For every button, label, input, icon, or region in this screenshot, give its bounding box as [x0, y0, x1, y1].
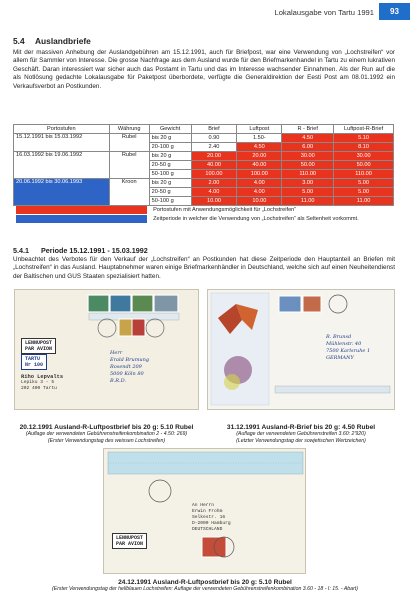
section-number: 5.4: [13, 36, 25, 46]
rate-cell: 2.00: [191, 179, 237, 188]
rate-cell: 20.00: [237, 152, 282, 161]
perforated-strip-icon: [275, 386, 390, 393]
weight-cell: bis 20 g: [149, 179, 191, 188]
envelope-2-caption: 31.12.1991 Ausland-R-Brief bis 20 g: 4.50 Rubel (Auflage der verwendeten Gebührenstreifen 3.60: 2'920) (Letzter Verwendungstag der sowjetischen Wertzeichen): [226, 424, 376, 444]
airmail-label: LENNUPOST PAR AVION: [21, 338, 56, 354]
column-header: Gewicht: [149, 125, 191, 134]
rate-cell: 100.00: [237, 170, 282, 179]
legend-row: [14, 206, 394, 215]
rate-cell: 11.00: [282, 197, 334, 206]
column-header: Brief: [191, 125, 237, 134]
rate-cell: 110.00: [334, 170, 394, 179]
rate-cell: 4.00: [237, 188, 282, 197]
flower-icon: [224, 374, 240, 390]
stamp-icon: [303, 296, 321, 312]
rate-cell: 5.00: [282, 188, 334, 197]
rate-cell: 0.90: [191, 134, 237, 143]
page-header: [0, 0, 410, 24]
column-header: Währung: [109, 125, 149, 134]
rate-cell: 50.00: [282, 161, 334, 170]
envelope-image-1: [14, 289, 199, 410]
running-title: Lokalausgabe von Tartu 1991: [274, 8, 374, 17]
postmark-icon: [329, 295, 347, 313]
rate-cell: 5.10: [334, 134, 394, 143]
section-heading: [13, 36, 91, 46]
rate-cell: 1.50-: [237, 134, 282, 143]
stamp-icon: [110, 295, 131, 312]
airmail-label: LENNUPOST PAR AVION: [112, 533, 147, 549]
currency-cell: Rubel: [109, 134, 149, 152]
rate-cell: 5.00: [334, 179, 394, 188]
rate-cell: 4.50: [237, 143, 282, 152]
period-cell: 15.12.1991 bis 15.03.1992: [14, 134, 110, 152]
subsection-number: 5.4.1: [13, 246, 29, 255]
weight-cell: 20-50 g: [149, 188, 191, 197]
subsection-heading: [13, 246, 148, 255]
column-header: Luftpost: [237, 125, 282, 134]
currency-cell: Kroon: [109, 179, 149, 206]
rate-cell: 11.00: [334, 197, 394, 206]
legend-swatch-cell: [14, 215, 150, 224]
rate-cell: 4.00: [191, 188, 237, 197]
column-header: Luftpost-R-Brief: [334, 125, 394, 134]
rate-cell: 10.00: [191, 197, 237, 206]
period-cell: 16.03.1992 bis 19.06.1992: [14, 152, 110, 179]
envelope-1-caption: 20.12.1991 Ausland-R-Luftpostbrief bis 20 g: 5.10 Rubel (Auflage der verwendeten Gebührenstreifenkombination 2 - 4.50: 269) (Erster Verwendungstag des weissen Lochstreifen): [19, 424, 194, 444]
legend-swatch-blue: [16, 215, 148, 223]
legend-text: Zeitperiode in welcher die Verwendung von „Lochstreifen“ als Seltenheit vorkommt.: [153, 216, 359, 222]
registration-label: TARTU Nr 100: [21, 354, 47, 370]
rate-cell: 50.00: [334, 161, 394, 170]
rate-cell: 5.00: [334, 188, 394, 197]
envelope-3-caption: 24.12.1991 Ausland-R-Luftpostbrief bis 20 g: 5.10 Rubel (Erster Verwendungstag der hellblauen Lochstreifen: Auflage der verwendeten Gebührenstreifenkombination 3.60 - 18 - I: 15. - Abart): [52, 579, 358, 592]
weight-cell: 20-100 g: [149, 143, 191, 152]
rate-cell: 40.00: [237, 161, 282, 170]
rate-cell: 10.00: [237, 197, 282, 206]
rate-cell: 2.40: [191, 143, 237, 152]
rate-cell: 100.00: [191, 170, 237, 179]
table-row: [14, 152, 394, 161]
weight-cell: bis 20 g: [149, 152, 191, 161]
stamp-icon: [132, 319, 145, 336]
postmark-icon: [149, 480, 171, 502]
stamp-icon: [154, 295, 178, 312]
envelope-image-3: [103, 448, 306, 574]
stamp-icon: [119, 319, 132, 336]
recipient-address: R. Brunsd Mühlenstr. 40 7500 Karlsruhe 1 GERMANY: [326, 334, 371, 361]
stamp-icon: [279, 296, 301, 312]
postage-rates-table: [13, 124, 394, 224]
rate-cell: 30.00: [282, 152, 334, 161]
rate-cell: 8.10: [334, 143, 394, 152]
rate-cell: 3.00: [282, 179, 334, 188]
rate-cell: 20.00: [191, 152, 237, 161]
weight-cell: 50-100 g: [149, 197, 191, 206]
weight-cell: bis 20 g: [149, 134, 191, 143]
legend-swatch-cell: [14, 206, 150, 215]
section-paragraph: Mit der massiven Anhebung der Auslandgebühren am 15.12.1991, auch für Briefpost, war eine Verwendung von „Lochstreifen“ vor allem für Sammler von Interesse. Die grosse Nachfrage aus dem Ausland wurde für den Briefmarkenhandel in Tartu zu einem lukrativen Geschäft. Daran interessiert war sicher auch das Postamt in Tartu und das im Interesse wachsender Einnahmen. Als der Run auf die als Notlösung gedachte Lokalausgabe für Paketpost überbordete, verfügte die Generaldirektion der Eesti Post am 08.01.1992 ein Verkaufsverbot an Postkunden.: [13, 49, 395, 90]
envelope-image-2: [207, 289, 395, 410]
table-row: [14, 134, 394, 143]
rate-cell: 6.00: [282, 143, 334, 152]
section-title: Auslandbriefe: [35, 36, 91, 46]
legend-swatch-red: [16, 206, 148, 214]
recipient-address: Herr Erald Brumung Rosendt 209 5000 Köln 80 B.R.D.: [110, 350, 150, 384]
page-number: 93: [379, 3, 410, 20]
sender-address: Riho Lepvalts Lepiku 3 - 5 202 400 Tartu: [21, 374, 64, 391]
postmark-icon: [146, 319, 164, 337]
postmark-icon: [98, 319, 116, 337]
weight-cell: 20-50 g: [149, 161, 191, 170]
table-header-row: [14, 125, 394, 134]
column-header: Portostufen: [14, 125, 110, 134]
rate-cell: 30.00: [334, 152, 394, 161]
subsection-title: Periode 15.12.1991 - 15.03.1992: [41, 246, 148, 255]
rate-cell: 4.00: [237, 179, 282, 188]
rate-cell: 110.00: [282, 170, 334, 179]
subsection-paragraph: Unbeachtet des Verbotes für den Verkauf der „Lochstreifen“ an Postkunden hat diese Zeitperiode den Hauptanteil an Briefen mit „Lochstreifen“ in das Ausland. Hauptabnehmer waren einige Briefmarkenhändler in Deutschland, welche sich auf einen Neuheitendienst der Baltischen und GUS Staaten spezialisiert hatten.: [13, 256, 395, 280]
stamp-icon: [88, 295, 109, 312]
period-cell: 20.06.1992 bis 30.06.1993: [14, 179, 110, 206]
weight-cell: 50-100 g: [149, 170, 191, 179]
table-row: [14, 179, 394, 188]
column-header: R - Brief: [282, 125, 334, 134]
stamp-icon: [132, 295, 153, 312]
currency-cell: Rubel: [109, 152, 149, 179]
legend-text: Portostufen mit Anwendungsmöglichkeit für „Lochstreifen“: [153, 207, 297, 214]
recipient-address: An Herrn Erwin Frohm Selkestr. 16 D-2000 Hamburg DEUTSCHLAND: [192, 503, 231, 532]
legend-row: [14, 215, 394, 224]
rate-cell: 40.00: [191, 161, 237, 170]
rate-cell: 4.50: [282, 134, 334, 143]
